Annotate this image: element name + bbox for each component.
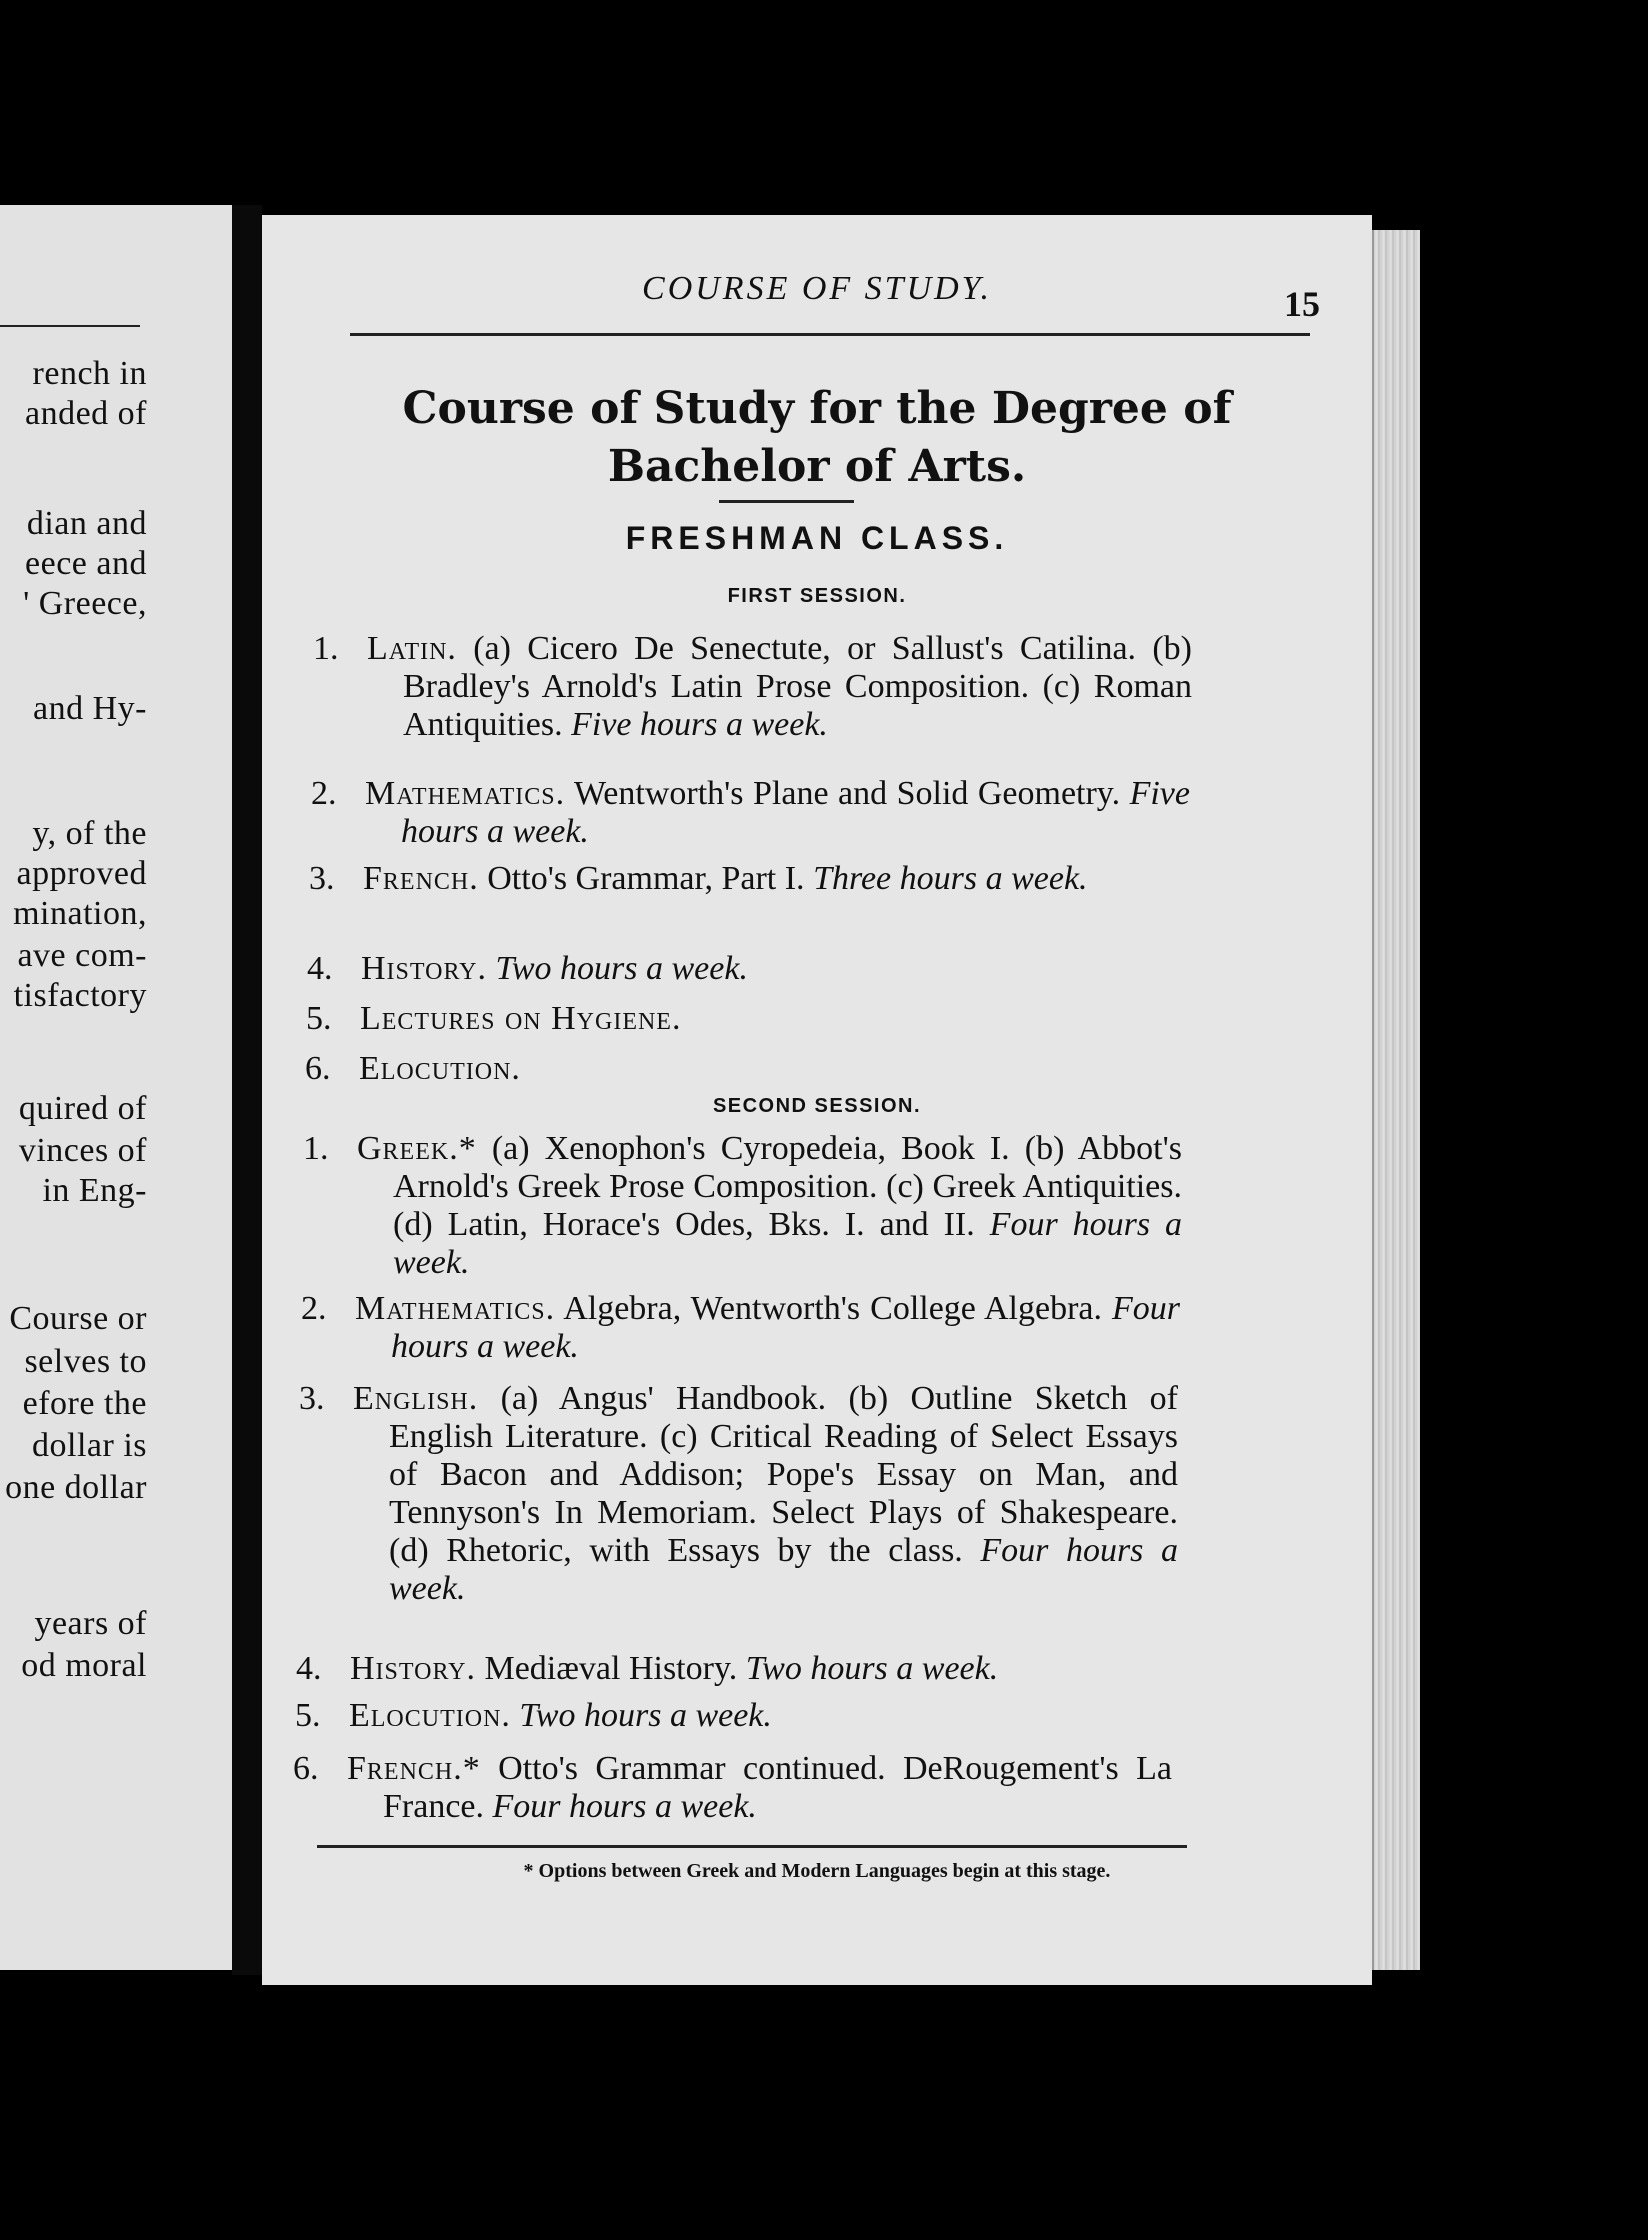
page-number: 15 — [1284, 284, 1320, 324]
item-number: 5. — [306, 1000, 332, 1037]
item-subject: French.* — [347, 1750, 481, 1787]
item-subject: Elocution. — [359, 1050, 521, 1087]
item-subject: Greek.* — [357, 1130, 477, 1167]
item-hours: Four hours a week. — [389, 1532, 1178, 1607]
item-hours: Two hours a week. — [495, 950, 748, 987]
left-page-line: eece and — [25, 545, 147, 582]
item-number: 1. — [313, 630, 339, 667]
second-session-item-5 — [295, 1697, 1174, 1735]
item-text: Mediæval History. — [475, 1650, 746, 1687]
left-page-line: mination, — [13, 895, 147, 932]
footnote: * Options between Greek and Modern Languages begin at this stage. — [523, 1860, 1111, 1882]
first-session-item-4 — [307, 950, 1186, 988]
item-hours: Five hours a week. — [571, 706, 828, 743]
footnote-rule — [317, 1845, 1187, 1848]
left-page-line: Course or — [9, 1300, 147, 1337]
item-hours: Three hours a week. — [813, 860, 1088, 897]
item-text: (a) Cicero De Senectute, or Sallust's Catilina. (b) Bradley's Arnold's Latin Prose Composition. (c) Roman Antiquities. — [403, 630, 1192, 743]
first-session-item-6 — [305, 1050, 1184, 1088]
item-subject: Mathematics. — [355, 1290, 556, 1327]
item-body — [360, 1000, 1185, 1038]
item-body — [363, 860, 1188, 898]
item-text: Algebra, Wentworth's College Algebra. — [555, 1290, 1112, 1327]
left-page — [0, 205, 235, 1970]
item-subject: History. — [350, 1650, 476, 1687]
left-page-line: dollar is — [32, 1427, 147, 1464]
item-number: 2. — [311, 775, 337, 812]
first-session-item-1 — [313, 630, 1192, 744]
item-text: Otto's Grammar, Part I. — [478, 860, 814, 897]
item-number: 3. — [309, 860, 335, 897]
running-head: COURSE OF STUDY. — [642, 270, 992, 307]
left-page-line: ave com- — [17, 937, 147, 974]
item-body — [349, 1697, 1174, 1735]
header-rule — [350, 333, 1310, 336]
item-subject: Latin. — [367, 630, 457, 667]
first-session-item-2 — [311, 775, 1190, 851]
left-page-line: and Hy- — [33, 690, 147, 727]
item-number: 5. — [295, 1697, 321, 1734]
item-body — [347, 1750, 1172, 1826]
first-session-item-3 — [309, 860, 1188, 898]
left-page-line: rench in — [32, 355, 147, 392]
second-session-item-3 — [299, 1380, 1178, 1608]
left-page-line: ' Greece, — [23, 585, 147, 622]
page-edges — [1372, 230, 1420, 1970]
item-body — [355, 1290, 1180, 1366]
item-number: 6. — [305, 1050, 331, 1087]
item-subject: French. — [363, 860, 479, 897]
page-title — [322, 380, 1312, 496]
title-rule — [719, 500, 854, 503]
item-number: 1. — [303, 1130, 329, 1167]
item-text: (a) Xenophon's Cyropedeia, Book I. (b) Abbot's Arnold's Greek Prose Composition. (c) Greek Antiquities. (d) Latin, Horace's Odes, Bks. I. and II. — [393, 1130, 1182, 1243]
item-hours: Four hours a week. — [492, 1788, 757, 1825]
left-page-line: in Eng- — [42, 1172, 147, 1209]
second-session-item-1 — [303, 1130, 1182, 1282]
item-body — [353, 1380, 1178, 1608]
left-page-line: anded of — [24, 395, 147, 432]
item-hours: Four hours a week. — [391, 1290, 1180, 1365]
left-page-line: dian and — [26, 505, 147, 542]
item-hours: Five hours a week. — [401, 775, 1190, 850]
item-hours: Four hours a week. — [393, 1206, 1182, 1281]
item-body — [365, 775, 1190, 851]
second-session-item-2 — [301, 1290, 1180, 1366]
item-text: (a) Angus' Handbook. (b) Outline Sketch of English Literature. (c) Critical Reading of Select Essays of Bacon and Addison; Pope's Essay on Man, and Tennyson's In Memoriam. Select Plays of Shakespeare. (d) Rhetoric, with Essays by the class. — [389, 1380, 1178, 1569]
second-session-heading: SECOND SESSION. — [712, 1095, 922, 1117]
left-page-line: od moral — [21, 1647, 147, 1684]
page-title-line-2: Bachelor of Arts. — [607, 441, 1027, 492]
item-subject: History. — [361, 950, 487, 987]
item-body — [359, 1050, 1184, 1088]
left-page-line: one dollar — [5, 1469, 147, 1506]
item-number: 4. — [296, 1650, 322, 1687]
left-page-line: vinces of — [18, 1132, 147, 1169]
class-heading: FRESHMAN CLASS. — [625, 520, 1009, 556]
item-hours: Two hours a week. — [745, 1650, 999, 1687]
left-page-line: efore the — [22, 1385, 147, 1422]
item-body — [367, 630, 1192, 744]
item-subject: Elocution. — [349, 1697, 511, 1734]
item-number: 3. — [299, 1380, 325, 1417]
item-subject: English. — [353, 1380, 479, 1417]
item-body — [350, 1650, 1175, 1688]
second-session-item-4 — [296, 1650, 1175, 1688]
item-body — [361, 950, 1186, 988]
item-number: 6. — [293, 1750, 319, 1787]
item-body — [357, 1130, 1182, 1282]
item-number: 2. — [301, 1290, 327, 1327]
left-page-line: tisfactory — [13, 977, 147, 1014]
left-page-line: years of — [34, 1605, 147, 1642]
item-number: 4. — [307, 950, 333, 987]
left-page-rule — [0, 325, 140, 327]
left-page-line: y, of the — [32, 815, 147, 852]
first-session-heading: FIRST SESSION. — [727, 585, 907, 607]
item-text: Wentworth's Plane and Solid Geometry. — [565, 775, 1130, 812]
book-gutter — [232, 205, 262, 1975]
item-subject: Lectures on Hygiene. — [360, 1000, 682, 1037]
left-page-line: selves to — [24, 1343, 147, 1380]
item-hours: Two hours a week. — [519, 1697, 772, 1734]
page-title-line-1: Course of Study for the Degree of — [402, 383, 1232, 434]
left-page-line: quired of — [18, 1090, 147, 1127]
first-session-item-5 — [306, 1000, 1185, 1038]
item-text: Otto's Grammar continued. DeRougement's La France. — [383, 1750, 1172, 1825]
right-page — [262, 215, 1372, 1985]
item-subject: Mathematics. — [365, 775, 566, 812]
second-session-item-6 — [293, 1750, 1172, 1826]
left-page-line: approved — [16, 855, 147, 892]
